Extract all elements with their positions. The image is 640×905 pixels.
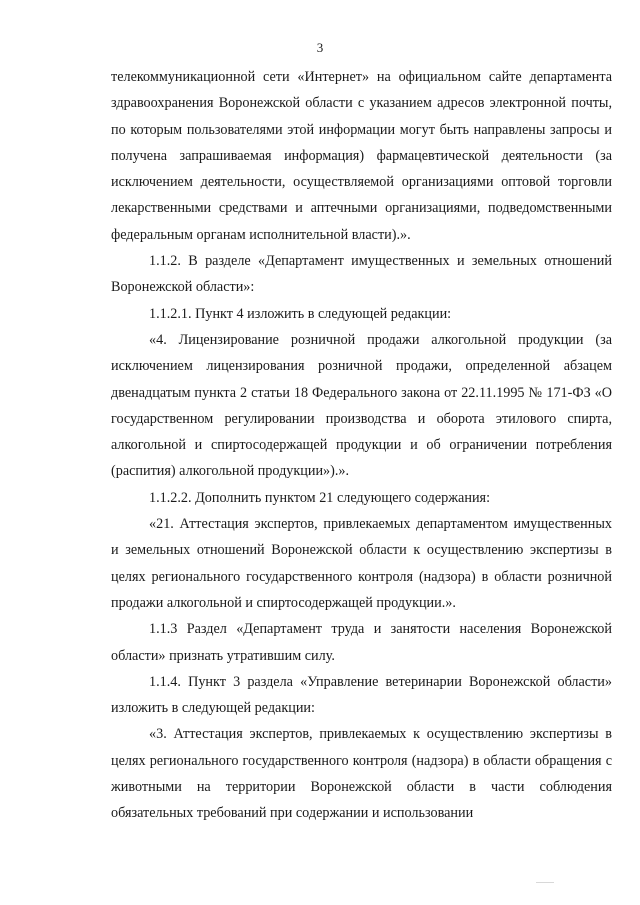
document-body bbox=[111, 64, 612, 827]
paragraph-continuation: телекоммуникационной сети «Интернет» на официальном сайте департамента здравоохранения Воронежской области с указанием адресов электронной почты, по которым пользователями этой информации могут быть направлены запросы и получена запрашиваемая информация) фармацевтической деятельности (за исключением деятельности, осуществляемой организациями оптовой торговли лекарственными средствами и аптечными организациями, подведомственными федеральным органам исполнительной власти).». bbox=[111, 69, 612, 243]
paragraph-section-1-1-2-1: 1.1.2.1. Пункт 4 изложить в следующей редакции: bbox=[149, 305, 452, 322]
page-number: 3 bbox=[316, 40, 324, 55]
paragraph-item-21: «21. Аттестация экспертов, привлекаемых департаментом имущественных и земельных отношений Воронежской области к осуществлению экспертизы в целях регионального государственного контроля (надзора) в области розничной продажи алкогольной и спиртосодержащей продукции.». bbox=[111, 516, 612, 611]
scan-artifact bbox=[536, 882, 554, 883]
paragraph-section-1-1-2-2: 1.1.2.2. Дополнить пунктом 21 следующего содержания: bbox=[149, 489, 491, 506]
paragraph-item-3: «3. Аттестация экспертов, привлекаемых к осуществлению экспертизы в целях регионального государственного контроля (надзора) в области обращения с животными на территории Воронежской области в части соблюдения обязательных требований при содержании и использовании bbox=[111, 726, 612, 822]
paragraph-section-1-1-4: 1.1.4. Пункт 3 раздела «Управление ветеринарии Воронежской области» изложить в следующей редакции: bbox=[111, 673, 612, 717]
paragraph-section-1-1-2: 1.1.2. В разделе «Департамент имущественных и земельных отношений Воронежской области»: bbox=[111, 253, 612, 296]
paragraph-section-1-1-3: 1.1.3 Раздел «Департамент труда и занятости населения Воронежской области» признать утратившим силу. bbox=[111, 621, 612, 664]
paragraph-item-4: «4. Лицензирование розничной продажи алкогольной продукции (за исключением лицензирования розничной продажи, определенной абзацем двенадцатым пункта 2 статьи 18 Федерального закона от 22.11.1995 № 171-ФЗ «О государственном регулировании производства и оборота этилового спирта, алкогольной и спиртосодержащей продукции и об ограничении потребления (распития) алкогольной продукции»).». bbox=[111, 331, 612, 480]
